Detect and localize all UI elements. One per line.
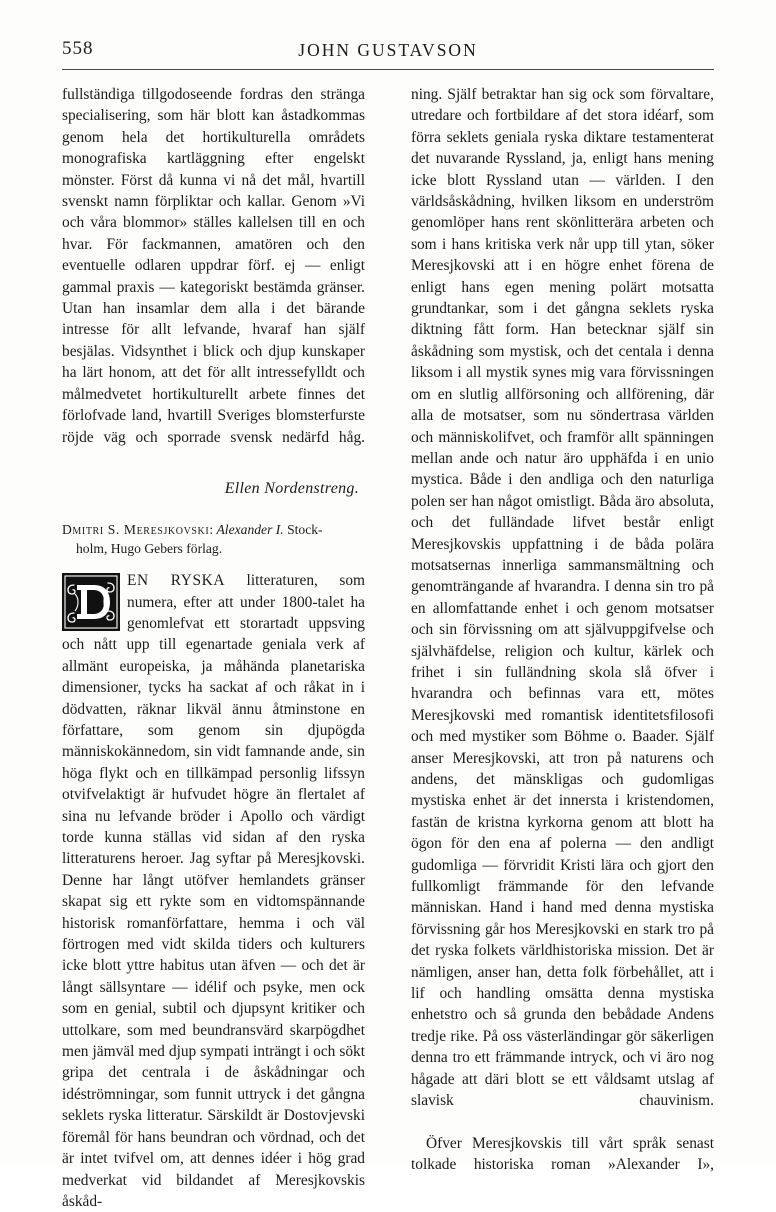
page-folio-number: 558 bbox=[62, 38, 94, 59]
right-final-paragraph: Öfver Meresjkovskis till vårt språk senast tolkade historiska roman »Alexander I», bbox=[411, 1134, 714, 1174]
bibliography-work-title: Alexander I. bbox=[216, 522, 284, 538]
article-signature: Ellen Nordenstreng. bbox=[224, 480, 359, 498]
right-continued-paragraph: ning. Själf betraktar han sig ock som förvaltare, utredare och fortbildare af det stora idéarf, som förra seklets geniala ryska diktare testamenterat det nuvarande Ryssland, ja, enligt hans mening icke blott Ryssland utan — världen. I den världsåskådning, hvilken liksom en underström genomlöper hans rent skönlitterära arbeten och som i hans kritiska verk når upp till ytan, söker Meresjkovski att i en högre enhet förena de enligt hans egen mening polärt motsatta grundtankar, som i det gångna seklets ryska diktning fått form. Han betecknar själf sin åskådning som mystisk, och det centala i denna liksom i all mystik synes mig vara förvissningen om en slutlig allförsoning och allförening, där alla de motsatser, som nu söndertrasa världen och människolifvet, och framför allt spänningen mellan ande och natur äro upphäfda i en unio mystica. Både i den andliga och den naturliga polen ser han något omistligt. Båda äro absoluta, och det fulländade lifvet består enligt Meresjkovskis uppfattning i de båda polära motsatsernas innerliga sammansmältning och genomträngande af hvarandra. I denna sin tro på en allomfattande enhet i och genom motsatser och sin förvissning om att självuppgifvelse och självhäfdelse, religion och kultur, kärlek och frihet i sin fulländning skola slå öfver i hvarandra och befinnas vara ett, mötes Meresjkovski med romantisk identitetsfilosofi och med mystiker som Böhme o. Baader. Själf anser Meresjkovski, att tron på naturens och andens, det mänskligas och gudomligas mystiska enhet är det innersta i kristendomen, fastän de kristna kyrkorna genom att blott ha ögon för den ena af polerna — den andligt gudomliga — förvridit Kristi lära och gjort den fullkomligt främmande för den lefvande människan. Hand i hand med denna mystiska förvissning går hos Meresjkovski en stark tro på det ryska folkets världhistoriska mission. Det är nämligen, anser han, detta folk förbehållet, att i lif och handling omsätta denna mystiska enhetstro och så grunda den bebådade Andens tredje rike. På oss västerländingar gör säkerligen denna tro ett främmande intryck, och vi äro nog hågade att däri blott se ett våldsamt utslag af slavisk chauvinism. bbox=[411, 86, 714, 1110]
review-opening-paragraph bbox=[62, 570, 365, 1212]
header-rule bbox=[62, 69, 714, 70]
running-head bbox=[62, 38, 714, 72]
bibliography-author: Dmitri S. Meresjkovski bbox=[62, 522, 210, 538]
two-column-body bbox=[62, 84, 714, 1210]
review-body-text: litteraturen, som numera, efter att under 1800-talet ha genomlefvat ett storartadt uppsving och nått upp till egenartade geniala verk af allmänt europeiska, ja måhända planetariska dimensioner, tycks ha sackat af och råkat in i dödvatten, räknar likväl ännu åtminstone en författare, som genom sin djupögda människokännedom, sin vidt famnande ande, sin höga flykt och en tillkämpad personlig lifssyn otvifvelaktigt är hufvudet högre än flertalet af sina nu lefvande bröder i Apollo och värdigt torde kunna ställas vid sidan af den ryska litteraturens heroer. Jag syftar på Meresjkovski. Denne har långt utöfver hemlandets gränser skapat sig ett rykte som en vidtomspännande historisk romanförfattare, hemma i och väl förtrogen med vidt skilda tiders och kulturers icke blott yttre habitus utan äfven — och det är långt sällsyntare — idélif och psyke, men ock som en genial, subtil och djupsynt kritiker och uttolkare, som med beundransvärd skarpögdhet men jämväl med djup sympati inträngt i och sökt gripa det centrala i de åskådningar och idéströmningar, som funnit uttryck i det gångna seklets ryska litteratur. Särskildt är Dostovjevski föremål för hans beundran och vördnad, och det är intet tvifvel om, att dennes idéer i hög grad medverkat vid bildandet af Meresjkovskis åskåd- bbox=[62, 572, 366, 1210]
right-column bbox=[411, 84, 714, 1174]
bibliography-entry bbox=[62, 521, 365, 558]
bibliography-imprint-part1: Stock- bbox=[287, 522, 323, 538]
left-column bbox=[62, 84, 366, 1210]
bibliography-colon: : bbox=[209, 522, 214, 538]
ornamental-dropcap-d-icon bbox=[62, 573, 120, 631]
review-lead-caps: EN RYSKA bbox=[127, 572, 226, 590]
running-head-title: JOHN GUSTAVSON bbox=[298, 40, 478, 60]
left-continued-paragraph: fullständiga tillgodoseende fordras den stränga specialisering, som här blott kan åstadkommas genom hela det hortikulturella områdets monografiska kartläggning efter engelskt mönster. Först då kunna vi nå det mål, hvartill svenskt namn förpliktar och kallar. Genom »Vi och våra blommor» ställes kallelsen till en och hvar. För fackmannen, amatören och den eventuelle odlaren uppdrar förf. ej — enligt gammal praxis — kategoriskt bestämda gränser. Utan han insamlar dem alla i det bärande intresse för allt lefvande, hvaraf han själf besjälas. Vidsynthet i blick och djup kunskaper ha lärt honom, att det för allt intressefylldt och målmedvetet hortikulturellt arbete finnes det förlofvade land, hvartill Sveriges blomsterfurste röjde väg och sporrade svensk nedärfd håg. bbox=[62, 86, 365, 446]
bibliography-imprint-part2: holm, Hugo Gebers förlag. bbox=[76, 540, 223, 556]
